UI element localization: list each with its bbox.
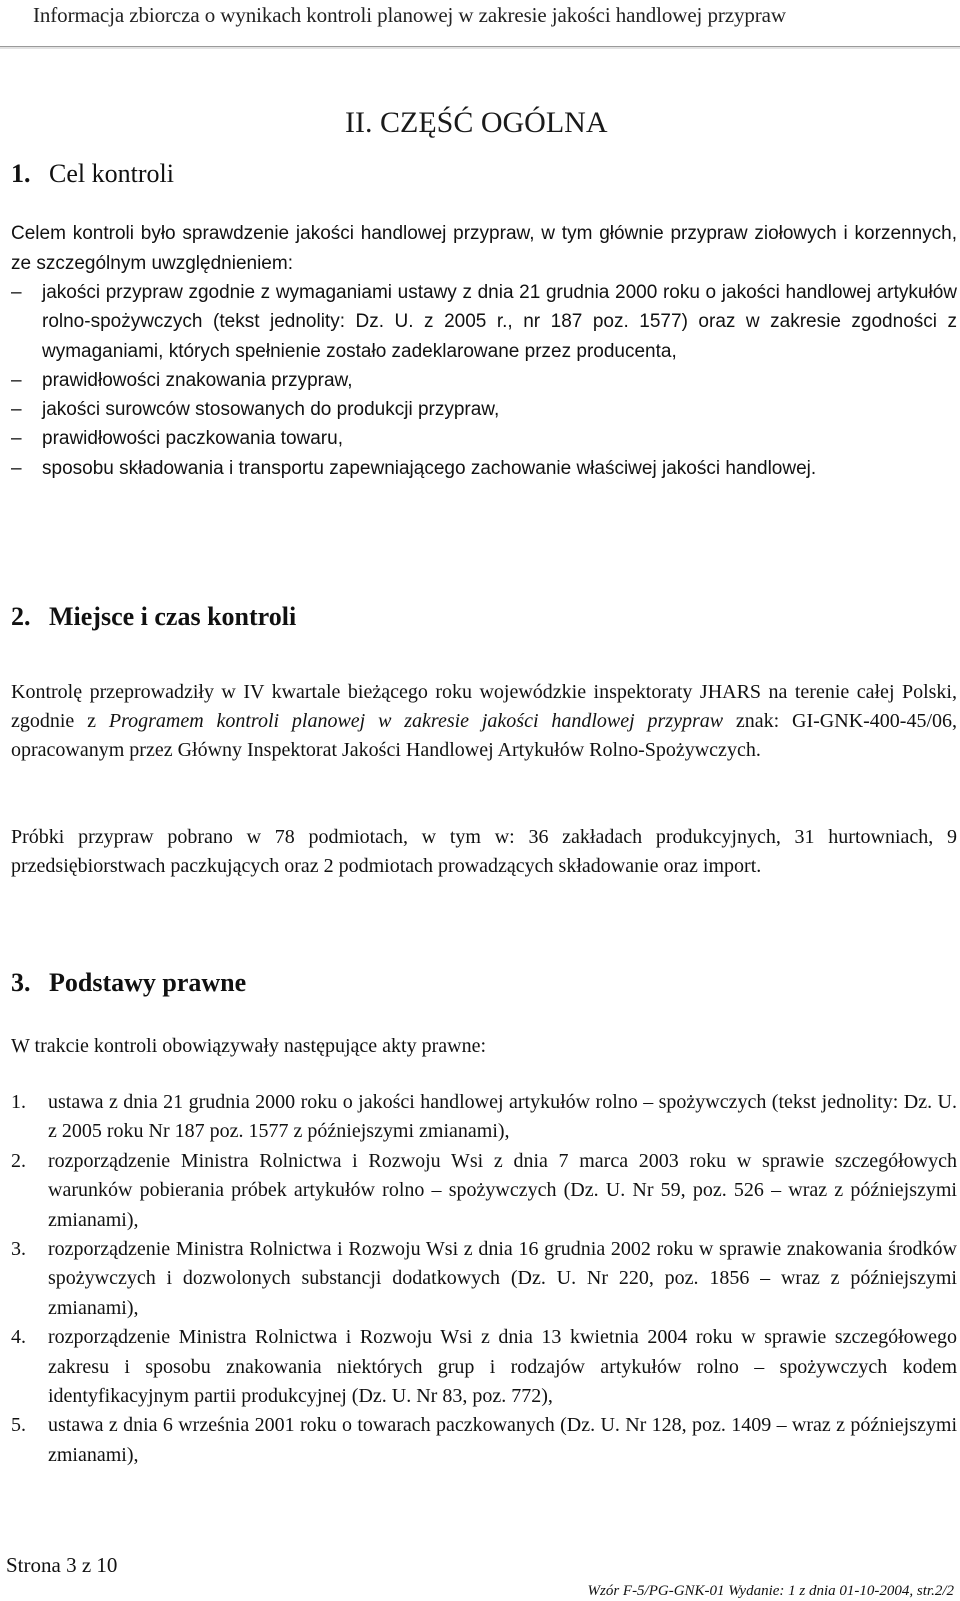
dash-marker: –	[11, 399, 22, 421]
list-item: – prawidłowości znakowania przypraw,	[11, 366, 957, 395]
dash-marker: –	[11, 428, 22, 450]
section-2-title: Miejsce i czas kontroli	[49, 602, 297, 631]
section-3-title: Podstawy prawne	[49, 968, 247, 997]
section-2-number: 2.	[11, 602, 31, 631]
part-title: II. CZĘŚĆ OGÓLNA	[345, 106, 608, 139]
list-item: 3. rozporządzenie Ministra Rolnictwa i Rozwoju Wsi z dnia 16 grudnia 2002 roku w sprawie znakowania środków spożywczych i dozwolonych substancji dodatkowych (Dz. U. Nr 220, poz. 1856 – wraz z późniejszymi zmianami),	[11, 1238, 957, 1319]
section-2-paragraph-1: Kontrolę przeprowadziły w IV kwartale bieżącego roku wojewódzkie inspektoraty JHARS na terenie całej Polski, zgodnie z Programem kontroli planowej w zakresie jakości handlowej przypraw znak: GI-GNK-400-45/06, opracowanym przez Główny Inspektorat Jakości Handlowej Artykułów Rolno-Spożywczych.	[11, 681, 958, 761]
section-1-title: Cel kontroli	[49, 159, 174, 188]
page-header	[0, 0, 960, 47]
dash-marker: –	[11, 457, 22, 479]
list-item: – jakości przypraw zgodnie z wymaganiami ustawy z dnia 21 grudnia 2000 roku o jakości handlowej artykułów rolno-spożywczych (tekst jednolity: Dz. U. z 2005 r., nr 187 poz. 1577) oraz w zakresie zgodności z wymaganiami, których spełnienie zostało zadeklarowane przez producenta,	[11, 278, 957, 366]
list-item: – prawidłowości paczkowania towaru,	[11, 424, 957, 453]
legal-acts-list	[11, 1088, 957, 1470]
list-item: 1. ustawa z dnia 21 grudnia 2000 roku o jakości handlowej artykułów rolno – spożywczych (tekst jednolity: Dz. U. z 2005 roku Nr 187 poz. 1577 z późniejszymi zmianami),	[11, 1091, 957, 1143]
section-2-paragraph-2: Próbki przypraw pobrano w 78 podmiotach, w tym w: 36 zakładach produkcyjnych, 31 hurtowniach, 9 przedsiębiorstwach paczkujących oraz 2 podmiotach prowadzących składowanie oraz import.	[11, 826, 957, 877]
section-2-heading	[11, 602, 296, 632]
section-1-intro: Celem kontroli było sprawdzenie jakości handlowej przypraw, w tym głównie przypraw ziołowych i korzennych, ze szczególnym uwzględnieniem:	[11, 223, 957, 274]
section-3-intro: W trakcie kontroli obowiązywały następujące akty prawne:	[11, 1035, 487, 1057]
dash-marker: –	[11, 282, 22, 303]
section-1-heading	[11, 159, 174, 189]
form-code: Wzór F-5/PG-GNK-01 Wydanie: 1 z dnia 01-10-2004, str.2/2	[587, 1583, 954, 1599]
list-item: 4. rozporządzenie Ministra Rolnictwa i Rozwoju Wsi z dnia 13 kwietnia 2004 roku w sprawie szczegółowego zakresu i sposobu znakowania niektórych grup i rodzajów artykułów rolno – spożywczych kodem identyfikacyjnym partii produkcyjnej (Dz. U. Nr 83, poz. 772),	[11, 1326, 957, 1408]
list-item: – sposobu składowania i transportu zapewniającego zachowanie właściwej jakości handlowej.	[11, 454, 957, 483]
dash-marker: –	[11, 369, 22, 391]
section-3-number: 3.	[11, 968, 31, 997]
section-1-list	[11, 278, 957, 483]
section-1-number: 1.	[11, 159, 31, 188]
page-number: Strona 3 z 10	[6, 1553, 118, 1577]
list-item: – jakości surowców stosowanych do produkcji przypraw,	[11, 395, 957, 424]
list-item: 5. ustawa z dnia 6 września 2001 roku o towarach paczkowanych (Dz. U. Nr 128, poz. 1409 – wraz z późniejszymi zmianami),	[11, 1414, 957, 1466]
header-title: Informacja zbiorcza o wynikach kontroli planowej w zakresie jakości handlowej przypraw	[33, 3, 786, 27]
list-item: 2. rozporządzenie Ministra Rolnictwa i Rozwoju Wsi z dnia 7 marca 2003 roku w sprawie szczegółowych warunków pobierania próbek artykułów rolno – spożywczych (Dz. U. Nr 59, poz. 526 – wraz z późniejszymi zmianami),	[11, 1149, 957, 1231]
section-3-heading	[11, 968, 246, 998]
